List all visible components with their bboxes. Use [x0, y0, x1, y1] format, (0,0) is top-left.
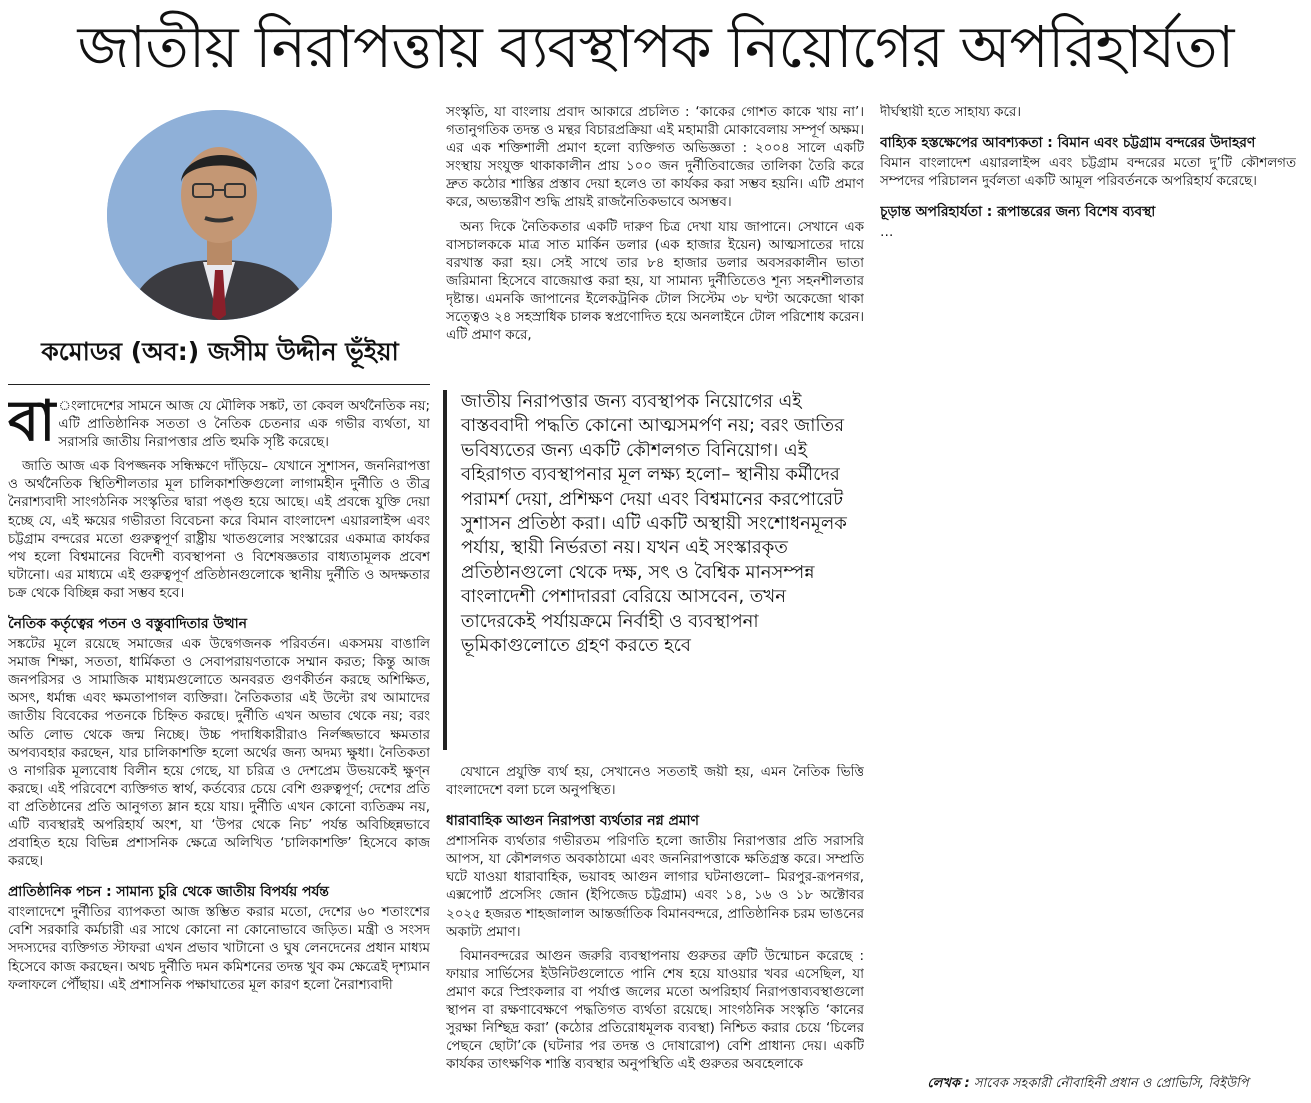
section-heading: বাহ্যিক হস্তক্ষেপের আবশ্যকতা : বিমান এবং চট্টগ্রাম বন্দরের উদাহরণ: [880, 135, 1256, 152]
article-paragraph: দীর্ঘস্থায়ী হতে সাহায্য করে।: [880, 105, 1021, 120]
author-portrait-image: [107, 110, 332, 320]
page-title: জাতীয় নিরাপত্তায় ব্যবস্থাপক নিয়োগের অপরিহার্যতা: [77, 13, 1234, 81]
article-paragraph: প্রশাসনিক ব্যর্থতার গভীরতম পরিণতি হলো জাতীয় নিরাপত্তার প্রতি সরাসরি আপস, যা কৌশলগত অবকাঠামো এবং জননিরাপত্তাকে ক্ষতিগ্রস্ত করে। সম্প্রতি ঘটে যাওয়া ধারাবাহিক, ভয়াবহ আগুন লাগার ঘটনাগুলো– মিরপুর-রূপনগর, এক্সপোর্ট প্রসেসিং জোন (ইপিজেড চট্টগ্রাম) এবং ১৪, ১৬ ও ১৮ অক্টোবর ২০২৫ হজরত শাহজালাল আন্তর্জাতিক বিমানবন্দরে, প্রাতিষ্ঠানিক চরম ভাঙনের অকাট্য প্রমাণ।: [446, 834, 864, 940]
section-heading: প্রাতিষ্ঠানিক পচন : সামান্য চুরি থেকে জাতীয় বিপর্যয় পর্যন্ত: [8, 884, 329, 901]
article-paragraph: সঙ্কটের মূলে রয়েছে সমাজের এক উদ্বেগজনক পরিবর্তন। একসময় বাঙালি সমাজ শিক্ষা, সততা, ধার্মিকতা ও সেবাপরায়ণতাকে সম্মান করত; কিন্তু আজ জনপরিসর ও সামাজিক মাধ্যমগুলোতে অনবরত গুণকীর্তন করছে অশিক্ষিত, অসৎ, ধর্মান্ধ এবং ক্ষমতাপাগল ব্যক্তিরা। নৈতিকতার এই উল্টো রথ আমাদের জাতীয় বিবেকের পতনকে চিহ্নিত করছে। দুর্নীতি এখন অভাব থেকে নয়; বরং অতি লোভ থেকে জন্ম নিচ্ছে। উচ্চ পদাধিকারীরাও নির্লজ্জভাবে ক্ষমতার অপব্যবহার করছেন, যার চালিকাশক্তি হলো অর্থের জন্য অদম্য ক্ষুধা। নৈতিকতা ও নাগরিক মূল্যবোধ বিলীন হয়ে গেছে, যা চরিত্র ও দেশপ্রেম উভয়কেই ক্ষুণ্ন করছে। এই পরিবেশে ব্যক্তিগত স্বার্থ, কর্তব্যের চেয়ে বেশি গুরুত্বপূর্ণ; দেশের প্রতি বা প্রতিষ্ঠানের প্রতি আনুগত্য ম্লান হয়ে যায়। দুর্নীতি এখন কোনো ব্যতিক্রম নয়, এটি ব্যবস্থারই অপরিহার্য অংশ, যা ‘উপর থেকে নিচ’ পর্যন্ত অবিচ্ছিন্নভাবে প্রবাহিত হয়ে বিভিন্ন প্রশাসনিক ক্ষেত্রে অলিখিত ‘চালিকাশক্তি’ হিসেবে কাজ করছে।: [8, 637, 430, 870]
article-paragraph: বিমানবন্দরের আগুন জরুরি ব্যবস্থাপনায় গুরুতর ত্রুটি উন্মোচন করেছে : ফায়ার সার্ভিসের ইউনিটগুলোতে পানি শেষ হয়ে যাওয়ার খবর এসেছিল, যা প্রমাণ করে স্প্রিংকলার বা পর্যাপ্ত জলের মতো অপরিহার্য নিরাপত্তাব্যবস্থাগুলো স্থাপন বা রক্ষণাবেক্ষণে পদ্ধতিগত ব্যর্থতা রয়েছে। সাংগঠনিক সংস্কৃতি ‘কানের সুরক্ষা নিশ্ছিদ্র করা’ (কঠোর প্রতিরোধমূলক ব্যবস্থা) নিশ্চিত করার চেয়ে ‘চিলের পেছনে ছোটা’কে (ঘটনার পর তদন্ত ও দোষারোপ) বেশি প্রাধান্য দেয়। একটি কার্যকর তাৎক্ষণিক শাস্তি ব্যবস্থার অনুপস্থিতি এই গুরুতর অবহেলাকে: [446, 948, 864, 1073]
drop-cap: বা: [8, 398, 56, 454]
intro-paragraph: বা ংলাদেশের সামনে আজ যে মৌলিক সঙ্কট, তা কেবল অর্থনৈতিক নয়; এটি প্রাতিষ্ঠানিক সততা ও নৈতিক চেতনার এক গভীর ব্যর্থতা, যা সরাসরি জাতীয় নিরাপত্তার প্রতি হুমকি সৃষ্টি করেছে।: [8, 398, 430, 454]
article-column-2-top: [446, 104, 864, 386]
article-paragraph: বিমান বাংলাদেশ এয়ারলাইন্স এবং চট্টগ্রাম বন্দরের মতো দু’টি কৌশলগত সম্পদের পরিচালন দুর্বলতা একটি আমূল পরিবর্তনকে অপরিহার্য করেছে।: [880, 156, 1296, 190]
article-paragraph: …: [880, 225, 894, 241]
section-heading: চূড়ান্ত অপরিহার্যতা : রূপান্তরের জন্য বিশেষ ব্যবস্থা: [880, 204, 1156, 221]
byline-divider: [8, 384, 430, 385]
author-photo: [107, 110, 332, 320]
article-column-2-bottom: [446, 764, 864, 1098]
article-column-3: [880, 104, 1296, 1070]
article-paragraph: জাতি আজ এক বিপজ্জনক সন্ধিক্ষণে দাঁড়িয়ে– যেখানে সুশাসন, জননিরাপত্তা ও অর্থনৈতিক স্থিতিশীলতার মূল চালিকাশক্তিগুলো লাগামহীন দুর্নীতি ও তীব্র নৈরাশ্যবাদী সাংগঠনিক সংস্কৃতির দ্বারা পঙ্গু হয়ে আছে। এই প্রবন্ধে যুক্তি দেয়া হচ্ছে যে, এই ক্ষয়ের গভীরতা বিবেচনা করে বিমান বাংলাদেশ এয়ারলাইন্স এবং চট্টগ্রাম বন্দরের মতো গুরুত্বপূর্ণ রাষ্ট্রীয় খাতগুলোর সংস্কারের একমাত্র কার্যকর পথ হলো বিশ্বমানের বিদেশী ব্যবস্থাপনা ও বিশেষজ্ঞতার বাধ্যতামূলক প্রবেশ ঘটানো। এর মাধ্যমে এই গুরুত্বপূর্ণ প্রতিষ্ঠানগুলোকে স্থানীয় দুর্নীতি ও অদক্ষতার চক্র থেকে বিচ্ছিন্ন করা সম্ভব হবে।: [8, 459, 430, 601]
byline: কমোডর (অব:) জসীম উদ্দীন ভূঁইয়া: [41, 337, 399, 366]
article-paragraph: বাংলাদেশে দুর্নীতির ব্যাপকতা আজ স্তম্ভিত করার মতো, দেশের ৬০ শতাংশের বেশি সরকারি কর্মচারী এর সাথে কোনো না কোনোভাবে জড়িত। মন্ত্রী ও সংসদ সদস্যদের ব্যক্তিগত স্টাফরা এখন প্রভাব খাটানো ও ঘুষ লেনদেনের প্রধান মাধ্যম হিসেবে কাজ করছেন। অথচ দুর্নীতি দমন কমিশনের তদন্ত খুব কম ক্ষেত্রেই দৃশ্যমান ফলাফলে পৌঁছায়। এই প্রশাসনিক পক্ষাঘাতের মূল কারণ হলো নৈরাশ্যবাদী: [8, 905, 430, 993]
author-note-label: লেখক :: [927, 1076, 970, 1091]
article-paragraph: সংস্কৃতি, যা বাংলায় প্রবাদ আকারে প্রচলিত : ‘কাকের গোশত কাকে খায় না’। গতানুগতিক তদন্ত ও মন্থর বিচারপ্রক্রিয়া এই মহামারী মোকাবেলায় সম্পূর্ণ অক্ষম। এর এক শক্তিশালী প্রমাণ হলো ব্যক্তিগত অভিজ্ঞতা : ২০০৪ সালে একটি সংস্থায় সংযুক্ত থাকাকালীন প্রায় ১০০ জন দুর্নীতিবাজের তালিকা তৈরি করে দ্রুত কঠোর শাস্তির প্রস্তাব দেয়া হলেও তা কার্যকর করা সম্ভব হয়নি। এটি প্রমাণ করে, অভ্যন্তরীণ শুদ্ধি প্রায়ই রাজনৈতিকভাবে অসম্ভব।: [446, 105, 864, 211]
article-paragraph: অন্য দিকে নৈতিকতার একটি দারুণ চিত্র দেখা যায় জাপানে। সেখানে এক বাসচালককে মাত্র সাত মার্কিন ডলার (এক হাজার ইয়েন) আত্মসাতের দায়ে বরখাস্ত করা হয়। সেই সাথে তার ৮৪ হাজার ডলার অবসরকালীন ভাতা জরিমানা হিসেবে বাজেয়াপ্ত করা হয়, যা সামান্য দুর্নীতিতেও শূন্য সহনশীলতার দৃষ্টান্ত। এমনকি জাপানের ইলেকট্রনিক টোল সিস্টেম ৩৮ ঘণ্টা অকেজো থাকা সত্ত্বেও ২৪ সহস্রাধিক চালক স্বপ্রণোদিত হয়ে অনলাইনে টোল পরিশোধ করেন। এটি প্রমাণ করে,: [446, 219, 864, 344]
article-paragraph: যেখানে প্রযুক্তি ব্যর্থ হয়, সেখানেও সততাই জয়ী হয়, এমন নৈতিক ভিত্তি বাংলাদেশে বলা চলে অনুপস্থিত।: [446, 765, 864, 799]
pull-quote: জাতীয় নিরাপত্তার জন্য ব্যবস্থাপক নিয়োগের এই বাস্তববাদী পদ্ধতি কোনো আত্মসমর্পণ নয়; বরং জাতির ভবিষ্যতের জন্য একটি কৌশলগত বিনিয়োগ। এই বহিরাগত ব্যবস্থাপনার মূল লক্ষ্য হলো– স্থানীয় কর্মীদের পরামর্শ দেয়া, প্রশিক্ষণ দেয়া এবং বিশ্বমানের করপোরেট সুশাসন প্রতিষ্ঠা করা। এটি একটি অস্থায়ী সংশোধনমূলক পর্যায়, স্থায়ী নির্ভরতা নয়। যখন এই সংস্কারকৃত প্রতিষ্ঠানগুলো থেকে দক্ষ, সৎ ও বৈশ্বিক মানসম্পন্ন বাংলাদেশী পেশাদাররা বেরিয়ে আসবেন, তখন তাদেরকেই পর্যায়ক্রমে নির্বাহী ও ব্যবস্থাপনা ভূমিকাগুলোতে গ্রহণ করতে হবে: [443, 390, 863, 750]
author-note-text: সাবেক সহকারী নৌবাহিনী প্রধান ও প্রোভিসি, বিইউপি: [973, 1076, 1249, 1091]
author-note: [878, 1075, 1298, 1093]
section-heading: ধারাবাহিক আগুন নিরাপত্তা ব্যর্থতার নগ্ন প্রমাণ: [446, 813, 699, 830]
section-heading: নৈতিক কর্তৃত্বের পতন ও বস্তুবাদিতার উত্থান: [8, 616, 247, 633]
article-column-1: [8, 398, 430, 1098]
